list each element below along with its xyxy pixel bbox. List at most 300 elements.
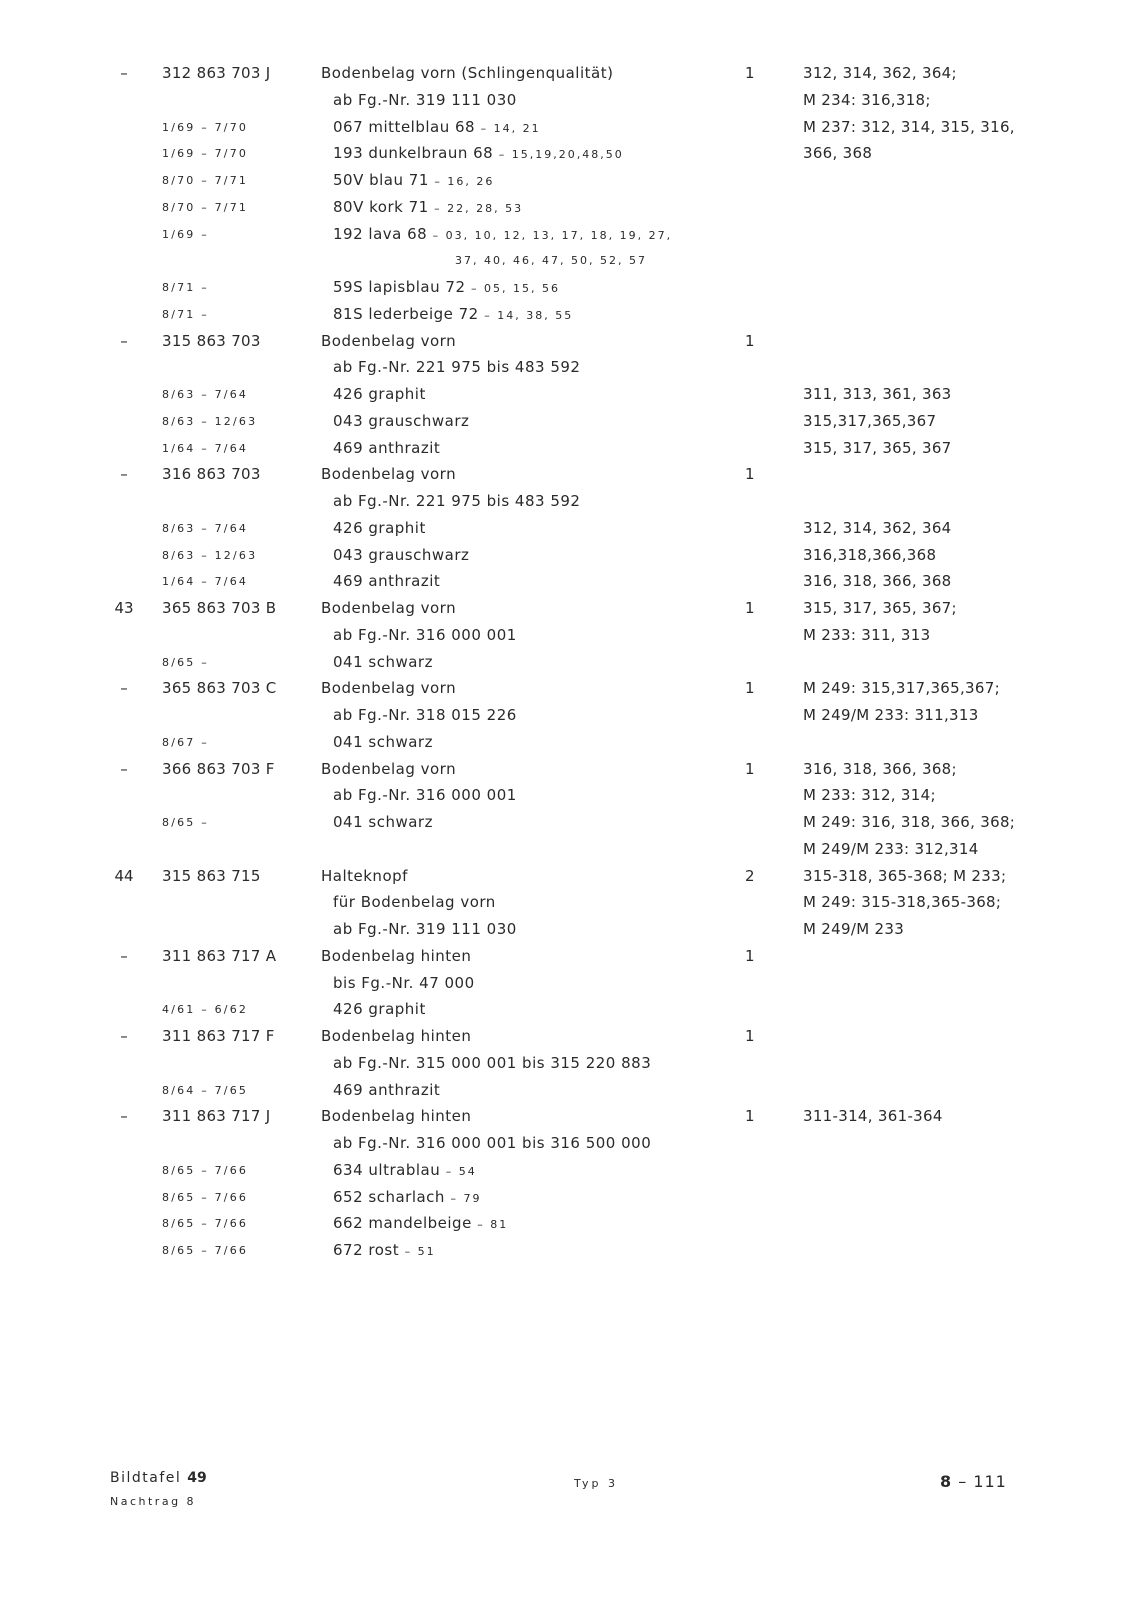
part-row-detail: [0, 916, 1143, 943]
model-applicability-text: 316,318,366,368: [803, 545, 937, 564]
part-row-detail: [0, 247, 1143, 274]
part-row: [0, 756, 1143, 783]
description-text: Bodenbelag vorn (Schlingenqualität): [321, 64, 614, 82]
description-text: 81S lederbeige 72: [333, 304, 479, 323]
description-text: Bodenbelag hinten: [321, 946, 472, 965]
part-row: [0, 461, 1143, 488]
date-range: [162, 729, 209, 756]
model-applicability-text: M 249/M 233: 311,313: [803, 706, 979, 724]
model-applicability: [803, 622, 930, 649]
model-applicability-text: 311, 313, 361, 363: [803, 385, 952, 403]
description: [321, 675, 456, 702]
description: [333, 87, 517, 114]
model-applicability-text: 366, 368: [803, 144, 873, 163]
description-text: 043 grauschwarz: [333, 411, 470, 430]
quantity: [745, 461, 755, 488]
description-text: 193 dunkelbraun 68: [333, 144, 494, 163]
date-range-text: 8/63 – 12/63: [162, 548, 258, 562]
quantity: [745, 60, 755, 87]
model-applicability-text: M 249: 315-318,365-368;: [803, 893, 1002, 912]
model-applicability: [803, 809, 1015, 836]
supplement-label: Nachtrag 8: [110, 1495, 197, 1508]
date-range-text: 1/64 – 7/64: [162, 575, 249, 589]
description-text: ab Fg.-Nr. 221 975 bis 483 592: [333, 358, 581, 377]
part-row-detail: [0, 889, 1143, 916]
description-text: 192 lava 68: [333, 224, 428, 243]
part-number-text: 365 863 703 B: [162, 599, 277, 617]
part-row-detail: [0, 1077, 1143, 1104]
part-number: [162, 756, 275, 783]
model-applicability: [803, 114, 1015, 141]
description-text: ab Fg.-Nr. 315 000 001 bis 315 220 883: [333, 1053, 652, 1072]
part-number: [162, 863, 261, 890]
part-number: [162, 1103, 271, 1130]
color-codes: – 14, 21: [475, 121, 541, 135]
model-applicability-text: M 249: 316, 318, 366, 368;: [803, 813, 1016, 831]
page-section: 8: [940, 1472, 953, 1491]
part-number-text: 311 863 717 J: [162, 1107, 271, 1126]
model-applicability: [803, 595, 957, 622]
part-row-detail: [0, 1050, 1143, 1077]
model-applicability: [803, 889, 1001, 916]
plate-reference: [110, 1470, 207, 1486]
part-number-text: 311 863 717 F: [162, 1027, 275, 1045]
date-range: [162, 408, 257, 435]
plate-label: Bildtafel: [110, 1470, 182, 1486]
part-row-detail: [0, 167, 1143, 194]
part-row-detail: [0, 1157, 1143, 1184]
quantity-text: 1: [745, 599, 755, 617]
model-applicability-text: 315, 317, 365, 367: [803, 438, 952, 457]
date-range-text: 8/70 – 7/71: [162, 200, 249, 214]
description: [333, 381, 426, 408]
description: [333, 1050, 651, 1077]
quantity-text: 1: [745, 679, 755, 698]
part-number: [162, 943, 276, 970]
date-range-text: 8/65 – 7/66: [162, 1163, 249, 1177]
model-applicability: [803, 782, 936, 809]
color-codes: – 03, 10, 12, 13, 17, 18, 19, 27,: [427, 228, 673, 242]
part-number-text: 316 863 703: [162, 465, 261, 484]
model-applicability: [803, 702, 979, 729]
color-codes: – 54: [440, 1164, 477, 1178]
position-number-text: 43: [114, 599, 134, 617]
description-text: ab Fg.-Nr. 316 000 001 bis 316 500 000: [333, 1134, 652, 1152]
quantity-text: 1: [745, 331, 755, 350]
quantity: [745, 1103, 755, 1130]
model-applicability: [803, 863, 1006, 890]
description-text: 672 rost: [333, 1241, 400, 1259]
model-applicability: [803, 60, 957, 87]
model-applicability-text: M 233: 312, 314;: [803, 786, 936, 805]
description-text: Bodenbelag vorn: [321, 679, 457, 698]
quantity: [745, 328, 755, 355]
color-codes: – 79: [444, 1191, 482, 1205]
page-subnumber: – 111: [958, 1472, 1007, 1491]
part-row-detail: [0, 87, 1143, 114]
date-range: [162, 221, 209, 248]
description: [321, 1103, 471, 1130]
model-applicability: [803, 87, 931, 114]
model-applicability: [803, 408, 936, 435]
part-row: [0, 863, 1143, 890]
date-range-text: 8/65 – 7/66: [162, 1190, 249, 1204]
description-text: ab Fg.-Nr. 316 000 001: [333, 625, 517, 644]
part-row: [0, 328, 1143, 355]
description-text: 041 schwarz: [333, 813, 433, 831]
description-text: ab Fg.-Nr. 319 111 030: [333, 920, 517, 938]
date-range: [162, 1237, 248, 1264]
model-applicability-text: M 233: 311, 313: [803, 625, 931, 644]
part-row-detail: [0, 568, 1143, 595]
description-text: 80V kork 71: [333, 197, 429, 216]
quantity: [745, 595, 755, 622]
part-number: [162, 1023, 275, 1050]
part-row: [0, 60, 1143, 87]
quantity-text: 1: [745, 465, 755, 484]
description: [333, 194, 523, 222]
part-number: [162, 461, 261, 488]
model-applicability: [803, 756, 957, 783]
plate-number: 49: [187, 1470, 207, 1486]
model-applicability-text: 312, 314, 362, 364;: [803, 64, 957, 82]
date-range-text: 8/71 –: [162, 307, 209, 321]
date-range: [162, 435, 248, 462]
position-number-text: –: [120, 946, 128, 965]
description-text: Bodenbelag hinten: [321, 1107, 472, 1126]
description-text: Bodenbelag hinten: [321, 1027, 472, 1045]
part-row-detail: [0, 381, 1143, 408]
description-text: 041 schwarz: [333, 652, 433, 671]
part-row: [0, 675, 1143, 702]
model-applicability-text: M 249/M 233: [803, 920, 905, 938]
model-applicability: [803, 435, 952, 462]
position-number-text: –: [120, 1107, 128, 1126]
quantity-text: 1: [745, 1027, 755, 1045]
model-applicability: [803, 675, 1000, 702]
model-applicability: [803, 916, 904, 943]
model-applicability: [803, 515, 952, 542]
part-row: [0, 1023, 1143, 1050]
date-range: [162, 301, 209, 328]
description: [333, 729, 433, 756]
part-row-detail: [0, 140, 1143, 167]
part-row-detail: [0, 542, 1143, 569]
description-text: 662 mandelbeige: [333, 1214, 472, 1233]
description: [333, 1157, 477, 1185]
description: [333, 889, 496, 916]
part-number-text: 312 863 703 J: [162, 64, 271, 82]
description: [333, 515, 426, 542]
description: [333, 1077, 440, 1104]
part-row-detail: [0, 515, 1143, 542]
description-text: für Bodenbelag vorn: [333, 893, 496, 912]
description-text: ab Fg.-Nr. 316 000 001: [333, 786, 517, 805]
date-range: [162, 1077, 248, 1104]
quantity-text: 1: [745, 946, 755, 965]
color-codes: – 81: [471, 1218, 509, 1232]
description: [321, 863, 408, 890]
description-text: Bodenbelag vorn: [321, 465, 457, 484]
date-range: [162, 274, 209, 301]
part-row-detail: [0, 274, 1143, 301]
part-number: [162, 60, 271, 87]
date-range-text: 8/63 – 7/64: [162, 388, 249, 401]
part-row-detail: [0, 435, 1143, 462]
model-applicability: [803, 542, 936, 569]
color-codes: – 22, 28, 53: [428, 201, 524, 215]
date-range-text: 1/69 – 7/70: [162, 120, 249, 134]
description: [321, 756, 456, 783]
description-text: Bodenbelag vorn: [321, 599, 457, 617]
description: [321, 595, 456, 622]
description: [333, 1130, 651, 1157]
description-text: ab Fg.-Nr. 221 975 bis 483 592: [333, 492, 581, 510]
model-applicability-text: 316, 318, 366, 368;: [803, 759, 957, 778]
date-range: [162, 140, 248, 167]
description: [321, 461, 456, 488]
part-number-text: 365 863 703 C: [162, 679, 277, 698]
description: [333, 649, 433, 676]
date-range: [162, 194, 248, 221]
description: [333, 1184, 481, 1212]
description: [333, 488, 580, 515]
part-row-detail: [0, 354, 1143, 381]
position-number-text: –: [120, 64, 128, 82]
color-codes: – 14, 38, 55: [478, 308, 574, 322]
part-row-detail: [0, 702, 1143, 729]
part-row-detail: [0, 1184, 1143, 1211]
date-range: [162, 114, 248, 141]
description-text: 469 anthrazit: [333, 438, 441, 457]
description: [321, 1023, 471, 1050]
quantity: [745, 943, 755, 970]
part-number-text: 315 863 715: [162, 866, 261, 885]
color-codes: – 15,19,20,48,50: [493, 148, 624, 162]
position-number: [110, 461, 138, 488]
description-text: Bodenbelag vorn: [321, 759, 457, 778]
description-text: 067 mittelblau 68: [333, 117, 476, 136]
position-number: [110, 756, 138, 783]
description: [333, 354, 580, 381]
quantity-text: 2: [745, 866, 755, 885]
part-number-text: 315 863 703: [162, 331, 261, 350]
date-range-text: 1/64 – 7/64: [162, 441, 249, 455]
date-range-text: 8/65 – 7/66: [162, 1244, 249, 1257]
quantity-text: 1: [745, 759, 755, 778]
model-applicability-text: 316, 318, 366, 368: [803, 572, 952, 591]
date-range-text: 8/64 – 7/65: [162, 1083, 249, 1097]
description: [321, 328, 456, 355]
part-row-detail: [0, 729, 1143, 756]
part-number: [162, 595, 276, 622]
date-range-text: 4/61 – 6/62: [162, 1003, 249, 1017]
position-number: [110, 943, 138, 970]
model-applicability: [803, 568, 952, 595]
description: [333, 568, 440, 595]
date-range: [162, 649, 209, 676]
description: [321, 943, 471, 970]
description-text: 50V blau 71: [333, 171, 429, 189]
position-number: [110, 863, 138, 890]
part-number-text: 311 863 717 A: [162, 946, 277, 965]
description: [333, 702, 517, 729]
description-text: 634 ultrablau: [333, 1160, 441, 1179]
position-number: [110, 60, 138, 87]
description-text: 469 anthrazit: [333, 1080, 441, 1099]
part-number: [162, 675, 277, 702]
part-row-detail: [0, 622, 1143, 649]
model-applicability-text: M 249/M 233: 312,314: [803, 839, 979, 858]
quantity: [745, 863, 755, 890]
date-range-text: 8/67 –: [162, 735, 209, 749]
part-row-detail: [0, 488, 1143, 515]
model-applicability-text: 315,317,365,367: [803, 411, 937, 430]
part-row-detail: [0, 301, 1143, 328]
position-number: [110, 328, 138, 355]
part-row-detail: [0, 996, 1143, 1023]
model-applicability-text: 312, 314, 362, 364: [803, 518, 952, 537]
date-range-text: 8/71 –: [162, 281, 209, 294]
date-range: [162, 515, 248, 542]
quantity: [745, 1023, 755, 1050]
position-number-text: –: [120, 331, 128, 350]
quantity-text: 1: [745, 1107, 755, 1126]
part-number: [162, 328, 261, 355]
description-text: 426 graphit: [333, 518, 426, 537]
date-range-text: 8/65 –: [162, 816, 209, 829]
description: [333, 622, 517, 649]
position-number-text: 44: [114, 866, 134, 885]
date-range-text: 8/63 – 7/64: [162, 521, 249, 535]
model-applicability-text: 315-318, 365-368; M 233;: [803, 866, 1007, 885]
date-range-text: 8/63 – 12/63: [162, 414, 258, 428]
part-row-detail: [0, 970, 1143, 997]
part-row-detail: [0, 194, 1143, 221]
color-codes: – 16, 26: [428, 175, 495, 188]
description-text: ab Fg.-Nr. 318 015 226: [333, 706, 517, 724]
date-range: [162, 1210, 248, 1237]
description: [333, 1210, 508, 1238]
description: [455, 247, 647, 274]
date-range: [162, 809, 209, 836]
part-row-detail: [0, 114, 1143, 141]
description: [333, 114, 541, 142]
model-applicability-text: M 249: 315,317,365,367;: [803, 679, 1000, 698]
position-number-text: –: [120, 759, 128, 778]
description: [333, 782, 517, 809]
model-applicability: [803, 1103, 943, 1130]
page-number: [940, 1472, 1007, 1491]
position-number: [110, 595, 138, 622]
description: [333, 916, 517, 943]
color-codes: – 05, 15, 56: [465, 282, 560, 295]
position-number-text: –: [120, 679, 128, 698]
description-text: bis Fg.-Nr. 47 000: [333, 973, 475, 992]
date-range-text: 8/70 – 7/71: [162, 174, 249, 187]
part-row: [0, 1103, 1143, 1130]
description: [333, 435, 440, 462]
description-text: 59S lapisblau 72: [333, 278, 466, 296]
date-range-text: 1/69 –: [162, 227, 209, 241]
part-row: [0, 595, 1143, 622]
date-range-text: 1/69 – 7/70: [162, 147, 249, 161]
position-number: [110, 1103, 138, 1130]
description: [333, 408, 469, 435]
part-row: [0, 943, 1143, 970]
description: [321, 60, 613, 87]
color-codes: – 51: [399, 1245, 436, 1258]
description: [333, 1237, 436, 1265]
model-applicability-text: M 237: 312, 314, 315, 316,: [803, 117, 1015, 136]
description: [333, 274, 560, 302]
date-range: [162, 1157, 248, 1184]
model-applicability: [803, 140, 872, 167]
date-range: [162, 1184, 248, 1211]
model-applicability-text: 311-314, 361-364: [803, 1107, 943, 1126]
part-row-detail: [0, 836, 1143, 863]
description: [333, 996, 426, 1023]
quantity: [745, 675, 755, 702]
description-text: ab Fg.-Nr. 319 111 030: [333, 90, 517, 109]
description: [333, 167, 494, 195]
description-text: Halteknopf: [321, 866, 408, 885]
description-text: Bodenbelag vorn: [321, 331, 457, 350]
type-label: Typ 3: [574, 1477, 618, 1490]
description-text: 37, 40, 46, 47, 50, 52, 57: [455, 254, 647, 268]
part-row-detail: [0, 649, 1143, 676]
quantity: [745, 756, 755, 783]
description: [333, 542, 469, 569]
date-range: [162, 542, 257, 569]
model-applicability-text: 315, 317, 365, 367;: [803, 599, 957, 617]
description-text: 426 graphit: [333, 385, 426, 403]
part-row-detail: [0, 1130, 1143, 1157]
part-number-text: 366 863 703 F: [162, 759, 275, 778]
part-row-detail: [0, 782, 1143, 809]
description: [333, 301, 573, 329]
description-text: 041 schwarz: [333, 732, 433, 751]
description: [333, 221, 672, 249]
date-range: [162, 568, 248, 595]
description-text: 043 grauschwarz: [333, 545, 470, 564]
part-row-detail: [0, 221, 1143, 248]
position-number-text: –: [120, 465, 128, 484]
model-applicability-text: M 234: 316,318;: [803, 90, 931, 109]
part-row-detail: [0, 408, 1143, 435]
description: [333, 140, 624, 168]
date-range-text: 8/65 –: [162, 655, 209, 669]
position-number-text: –: [120, 1027, 128, 1045]
date-range: [162, 996, 248, 1023]
model-applicability: [803, 836, 979, 863]
date-range: [162, 167, 248, 194]
date-range-text: 8/65 – 7/66: [162, 1217, 249, 1231]
part-row-detail: [0, 1237, 1143, 1264]
date-range: [162, 381, 248, 408]
position-number: [110, 1023, 138, 1050]
part-row-detail: [0, 809, 1143, 836]
quantity-text: 1: [745, 64, 755, 82]
part-row-detail: [0, 1210, 1143, 1237]
description: [333, 970, 475, 997]
position-number: [110, 675, 138, 702]
description-text: 652 scharlach: [333, 1187, 445, 1206]
description-text: 426 graphit: [333, 1000, 426, 1019]
description-text: 469 anthrazit: [333, 572, 441, 591]
description: [333, 809, 433, 836]
model-applicability: [803, 381, 952, 408]
